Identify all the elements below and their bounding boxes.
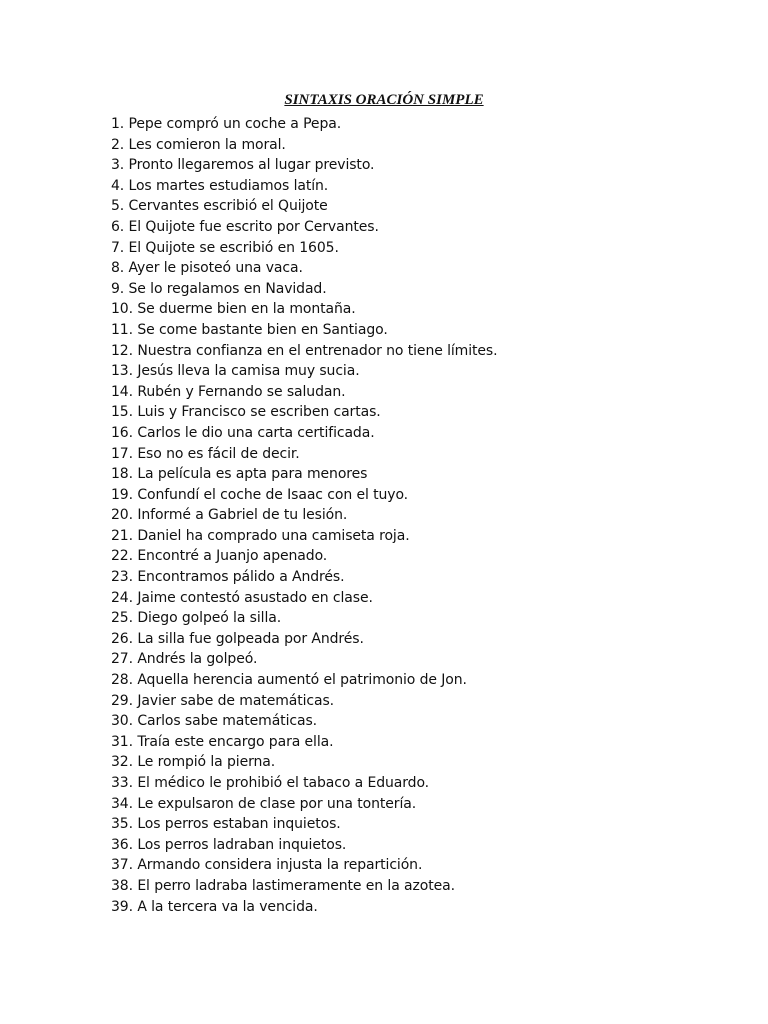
sentence-item: 34. Le expulsaron de clase por una tontería. <box>111 795 417 812</box>
sentence-item: 27. Andrés la golpeó. <box>111 651 258 668</box>
sentence-item: 31. Traía este encargo para ella. <box>111 733 334 750</box>
sentence-item: 21. Daniel ha comprado una camiseta roja. <box>111 527 410 544</box>
sentence-item: 1. Pepe compró un coche a Pepa. <box>111 116 342 132</box>
sentence-item: 33. El médico le prohibió el tabaco a Eduardo. <box>111 775 430 791</box>
sentence-item: 6. El Quijote fue escrito por Cervantes. <box>111 218 379 235</box>
sentence-item: 17. Eso no es fácil de decir. <box>111 445 300 462</box>
sentence-item: 11. Se come bastante bien en Santiago. <box>111 321 388 338</box>
sentence-item: 35. Los perros estaban inquietos. <box>111 816 341 833</box>
sentence-item: 3. Pronto llegaremos al lugar previsto. <box>111 157 375 174</box>
sentence-item: 5. Cervantes escribió el Quijote <box>111 198 328 215</box>
sentence-item: 39. A la tercera va la vencida. <box>111 898 318 915</box>
sentence-item: 10. Se duerme bien en la montaña. <box>111 301 356 318</box>
sentence-item: 32. Le rompió la pierna. <box>111 754 276 771</box>
sentence-item: 29. Javier sabe de matemáticas. <box>111 692 335 709</box>
sentence-item: 36. Los perros ladraban inquietos. <box>111 836 347 853</box>
sentence-item: 37. Armando considera injusta la repartición. <box>111 857 423 874</box>
sentence-item: 12. Nuestra confianza en el entrenador no tiene límites. <box>111 342 498 359</box>
sentence-item: 4. Los martes estudiamos latín. <box>111 177 329 194</box>
sentence-item: 25. Diego golpeó la silla. <box>111 610 282 627</box>
sentence-item: 15. Luis y Francisco se escriben cartas. <box>111 404 381 421</box>
sentence-item: 30. Carlos sabe matemáticas. <box>111 713 317 730</box>
sentence-item: 7. El Quijote se escribió en 1605. <box>111 239 339 256</box>
sentence-item: 13. Jesús lleva la camisa muy sucia. <box>111 363 360 380</box>
sentence-item: 28. Aquella herencia aumentó el patrimonio de Jon. <box>111 672 467 689</box>
sentence-item: 8. Ayer le pisoteó una vaca. <box>111 260 303 277</box>
sentence-item: 26. La silla fue golpeada por Andrés. <box>111 630 364 647</box>
sentence-item: 23. Encontramos pálido a Andrés. <box>111 569 345 586</box>
sentence-item: 24. Jaime contestó asustado en clase. <box>111 589 373 606</box>
sentence-list <box>111 114 497 917</box>
sentence-item: 9. Se lo regalamos en Navidad. <box>111 280 327 297</box>
sentence-item: 2. Les comieron la moral. <box>111 136 286 153</box>
sentence-item: 20. Informé a Gabriel de tu lesión. <box>111 507 348 524</box>
sentence-item: 22. Encontré a Juanjo apenado. <box>111 548 328 565</box>
document-title: SINTAXIS ORACIÓN SIMPLE <box>284 92 484 108</box>
sentence-item: 18. La película es apta para menores <box>111 466 368 483</box>
sentence-item: 38. El perro ladraba lastimeramente en la azotea. <box>111 877 455 894</box>
sentence-item: 16. Carlos le dio una carta certificada. <box>111 424 375 441</box>
sentence-item: 14. Rubén y Fernando se saludan. <box>111 383 346 400</box>
sentence-item: 19. Confundí el coche de Isaac con el tuyo. <box>111 486 409 503</box>
